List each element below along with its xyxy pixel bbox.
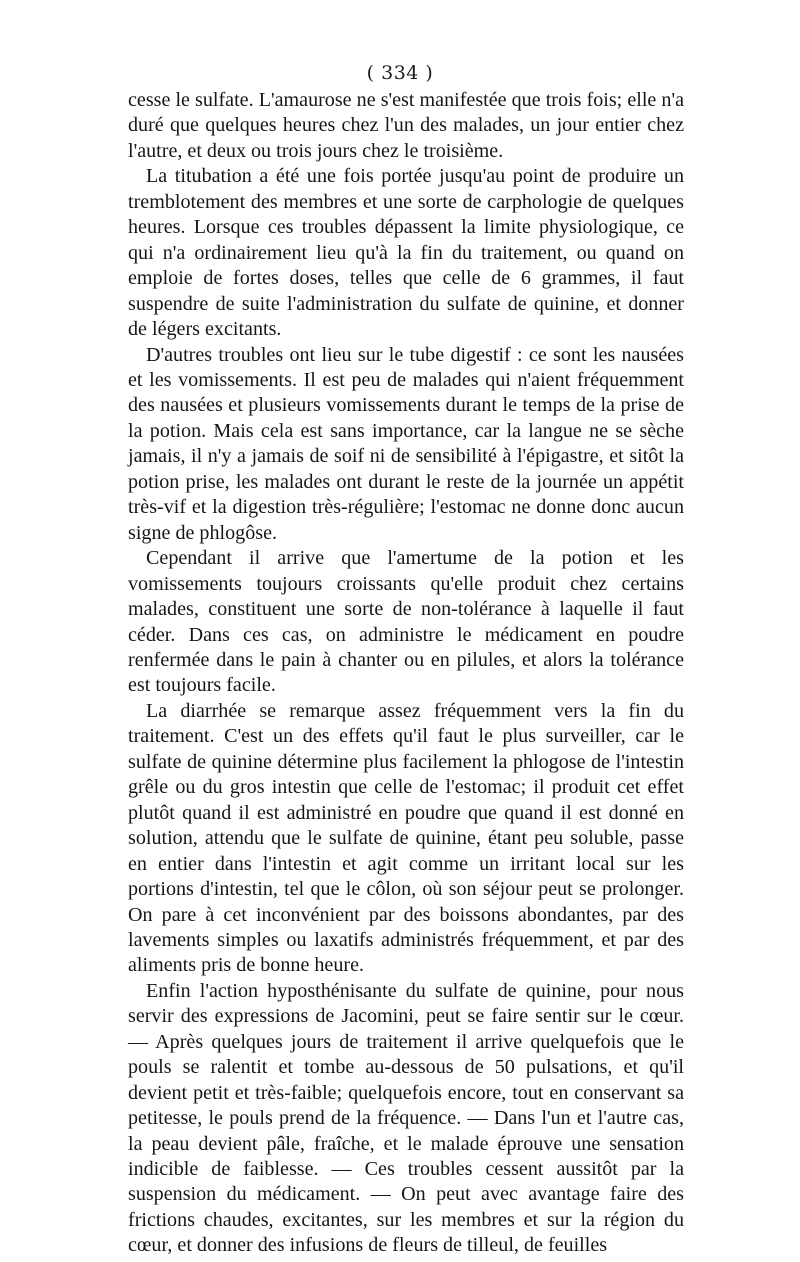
paragraph: Cependant il arrive que l'amertume de la potion et les vomissements toujours croissants qu'elle produit chez certains malades, constituent une sorte de non-tolérance à laquelle il faut céder. Dans ces cas, on administre le médicament en poudre renfermée dans le pain à chanter ou en pilules, et alors la tolérance est toujours facile. [128, 547, 684, 697]
body-text [128, 88, 684, 1259]
paragraph: Enfin l'action hyposthénisante du sulfate de quinine, pour nous servir des expressions de Jacomini, peut se faire sentir sur le cœur. — Après quelques jours de traitement il arrive quelquefois que le pouls se ralentit et tombe au-dessous de 50 pulsations, et qu'il devient petit et très-faible; quelquefois encore, tout en conservant sa petitesse, le pouls prend de la fréquence. — Dans l'un et l'autre cas, la peau devient pâle, fraîche, et le malade éprouve une sensation indicible de faiblesse. — Ces troubles cessent aussitôt par la suspension du médicament. — On peut avec avantage faire des frictions chaudes, excitantes, sur les membres et sur la région du cœur, et donner des infusions de fleurs de tilleul, de feuilles [128, 979, 684, 1257]
page-number: ( 334 ) [366, 62, 434, 84]
paragraph: La titubation a été une fois portée jusqu'au point de produire un tremblotement des membres et une sorte de carphologie de quelques heures. Lorsque ces troubles dépassent la limite physiologique, ce qui n'a ordinairement lieu qu'à la fin du traitement, ou quand on emploie de fortes doses, telles que celle de 6 grammes, il faut suspendre de suite l'administration du sulfate de quinine, et donner de légers excitants. [128, 165, 684, 341]
paragraph: La diarrhée se remarque assez fréquemment vers la fin du traitement. C'est un des effets qu'il faut le plus surveiller, car le sulfate de quinine détermine plus facilement la phlogose de l'intestin grêle ou du gros intestin que celle de l'estomac; il produit cet effet plutôt quand il est administré en poudre que quand il est donné en solution, attendu que le sulfate de quinine, étant peu soluble, passe en entier dans l'intestin et agit comme un irritant local sur les portions d'intestin, tel que le côlon, où son séjour peut se prolonger. On pare à cet inconvénient par des boissons abondantes, par des lavements simples ou laxatifs administrés fréquemment, et par des aliments pris de bonne heure. [128, 699, 684, 977]
paragraph: D'autres troubles ont lieu sur le tube digestif : ce sont les nausées et les vomissements. Il est peu de malades qui n'aient fréquemment des nausées et plusieurs vomissements durant le temps de la prise de la potion. Mais cela est sans importance, car la langue ne se sèche jamais, il n'y a jamais de soif ni de sensibilité à l'épigastre, et sitôt la potion prise, les malades ont durant le reste de la journée un appétit très-vif et la digestion très-régulière; l'estomac ne donne donc aucun signe de phlogôse. [128, 343, 684, 544]
paragraph: cesse le sulfate. L'amaurose ne s'est manifestée que trois fois; elle n'a duré que quelques heures chez l'un des malades, un jour entier chez l'autre, et deux ou trois jours chez le troisième. [128, 89, 684, 162]
